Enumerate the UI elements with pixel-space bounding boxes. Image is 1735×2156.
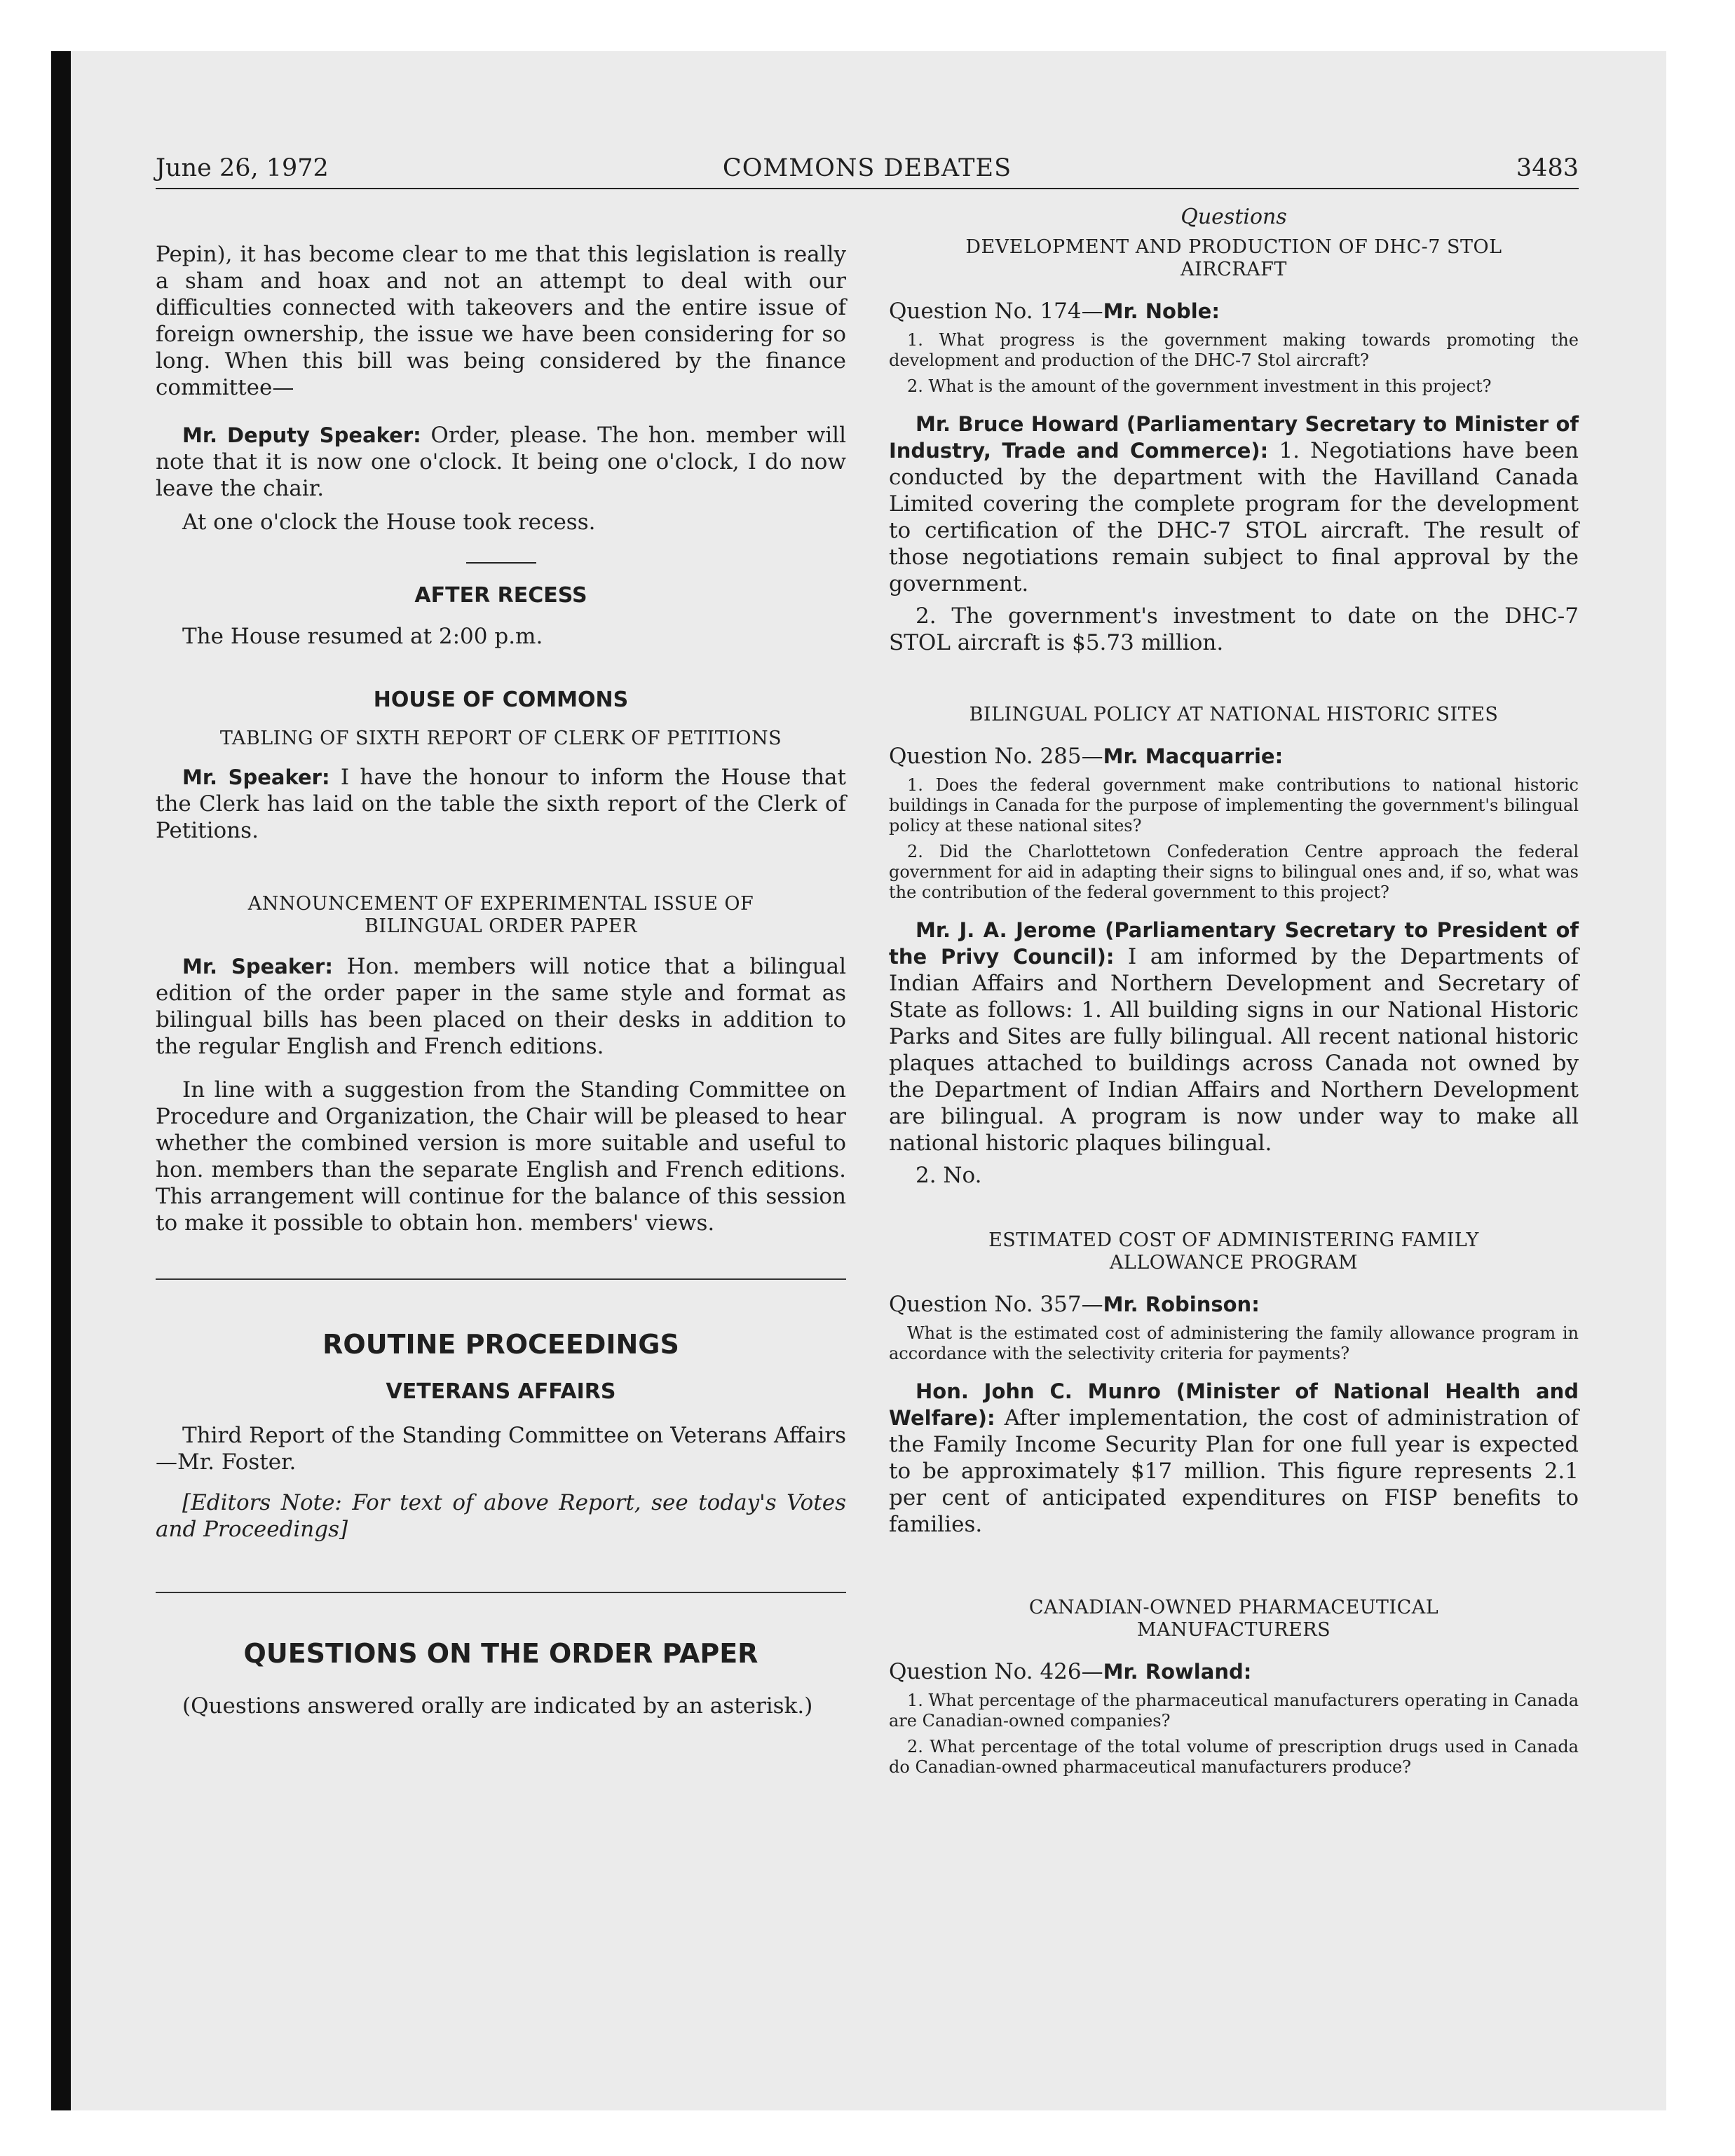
section-divider (156, 1592, 846, 1593)
section-heading: AFTER RECESS (414, 583, 587, 608)
paragraph (156, 422, 846, 502)
page-header (156, 149, 1579, 189)
speaker-name: Mr. Bruce Howard (Parliamentary Secretary to Minister of Industry, Trade and Commerce): (889, 412, 1579, 463)
answer-text: 1. Negotiations have been conducted by the department with the Havilland Canada Limited covering the complete program for the development to certification of the DHC-7 STOL aircraft. The result of those negotiations remain subject to final approval by the government. (889, 438, 1579, 596)
paragraph: At one o'clock the House took recess. (182, 510, 596, 535)
editors-note: [Editors Note: For text of above Report, see today's Votes and Proceedings] (156, 1490, 846, 1542)
answer (889, 917, 1579, 1157)
question-text: 1. What percentage of the pharmaceutical manufacturers operating in Canada are Canadian-owned companies? 2. What percentage of the total volume of prescription drugs used in Canada do Canadian-owned pharmaceutical manufacturers produce? (889, 1691, 1579, 1777)
question-label: Question No. 357—Mr. Robinson: (889, 1292, 1260, 1317)
section-heading: QUESTIONS ON THE ORDER PAPER (243, 1638, 758, 1669)
subsection-heading: VETERANS AFFAIRS (386, 1379, 616, 1404)
paragraph: (Questions answered orally are indicated by an asterisk.) (182, 1693, 813, 1719)
paragraph (156, 953, 846, 1060)
answer-text: I am informed by the Departments of Indian Affairs and Northern Development and Secretary of State as follows: 1. All building signs in our National Historic Parks and Sites are fully bilingual. All recent national historic plaques attached to buildings across Canada not owned by the Department of Indian Affairs and Northern Development are bilingual. A program is now under way to make all national historic plaques bilingual. (889, 944, 1579, 1156)
question-label: Question No. 285—Mr. Macquarrie: (889, 744, 1284, 769)
question-text: 1. What progress is the government making towards promoting the development and production of the DHC-7 Stol aircraft? 2. What is the amount of the government investment in this project? (889, 330, 1579, 396)
speaker-name: Mr. Deputy Speaker: (182, 423, 421, 447)
paragraph (156, 764, 846, 844)
left-column (156, 231, 846, 1719)
paragraph: Pepin), it has become clear to me that this legislation is really a sham and hoax and not an attempt to deal with our difficulties connected with takeovers and the entire issue of foreign ownership, the issue we have been considering for so long. When this bill was being considered by the finance committee— (156, 242, 846, 400)
section-heading: ROUTINE PROCEEDINGS (322, 1329, 679, 1360)
paragraph: In line with a suggestion from the Standing Committee on Procedure and Organization, the Chair will be pleased to hear whether the combined version is more suitable and useful to hon. members than the separate English and French editions. This arrangement will continue for the balance of this session to make it possible to obtain hon. members' views. (156, 1077, 846, 1236)
speech-text: Order, please. The hon. member will note that it is now one o'clock. It being one o'clock, I do now leave the chair. (156, 423, 846, 501)
paragraph: The House resumed at 2:00 p.m. (182, 624, 543, 649)
speaker-name: Mr. Speaker: (182, 955, 333, 978)
question-heading: CANADIAN-OWNED PHARMACEUTICAL MANUFACTURERS (1028, 1597, 1439, 1641)
scan-edge-shadow (51, 51, 71, 2110)
question-heading: ESTIMATED COST OF ADMINISTERING FAMILY ALLOWANCE PROGRAM (988, 1229, 1479, 1274)
speaker-name: Mr. J. A. Jerome (Parliamentary Secretary to President of the Privy Council): (889, 918, 1579, 969)
member-name: Mr. Noble: (1103, 299, 1220, 323)
member-name: Mr. Macquarrie: (1103, 744, 1284, 768)
header-page-number: 3483 (1516, 154, 1579, 182)
question-label: Question No. 174—Mr. Noble: (889, 299, 1220, 324)
section-heading: HOUSE OF COMMONS (373, 688, 629, 712)
answer (889, 1378, 1579, 1538)
header-date: June 26, 1972 (156, 154, 329, 182)
right-column (889, 205, 1579, 1778)
speech-text: Hon. members will notice that a bilingual edition of the order paper in the same style and format as bilingual bills has been placed on their desks in addition to the regular English and French editions. (156, 954, 846, 1059)
question-text: What is the estimated cost of administering the family allowance program in accordance with the selectivity criteria for payments? (889, 1323, 1579, 1363)
section-divider (466, 562, 536, 564)
subsection-heading: ANNOUNCEMENT OF EXPERIMENTAL ISSUE OF BILINGUAL ORDER PAPER (247, 893, 754, 937)
answer (889, 411, 1579, 597)
member-name: Mr. Robinson: (1103, 1292, 1260, 1316)
paragraph: Third Report of the Standing Committee on Veterans Affairs—Mr. Foster. (156, 1423, 846, 1475)
answer: 2. The government's investment to date on the DHC-7 STOL aircraft is $5.73 million. (889, 603, 1579, 655)
section-label: Questions (1181, 205, 1287, 229)
question-heading: BILINGUAL POLICY AT NATIONAL HISTORIC SITES (969, 704, 1499, 725)
question-label: Question No. 426—Mr. Rowland: (889, 1659, 1252, 1684)
answer: 2. No. (916, 1163, 982, 1188)
question-heading: DEVELOPMENT AND PRODUCTION OF DHC-7 STOL AIRCRAFT (965, 236, 1502, 280)
speaker-name: Hon. John C. Munro (Minister of National Health and Welfare): (889, 1379, 1579, 1430)
question-text: 1. Does the federal government make contributions to national historic buildings in Canada for the purpose of implementing the government's bilingual policy at these national sites? 2. Did the Charlottetown Confederation Centre approach the federal government for aid in adapting their signs to bilingual ones and, if so, what was the contribution of the federal government to this project? (889, 775, 1579, 902)
header-title: COMMONS DEBATES (722, 154, 1012, 182)
speaker-name: Mr. Speaker: (182, 765, 330, 789)
subsection-heading: TABLING OF SIXTH REPORT OF CLERK OF PETITIONS (219, 728, 782, 749)
section-divider (156, 1278, 846, 1280)
member-name: Mr. Rowland: (1103, 1660, 1252, 1684)
answer-text: After implementation, the cost of administration of the Family Income Security Plan for one full year is expected to be approximately $17 million. This figure represents 2.1 per cent of anticipated expenditures on FISP benefits to families. (889, 1405, 1579, 1537)
speech-text: I have the honour to inform the House that the Clerk has laid on the table the sixth report of the Clerk of Petitions. (156, 765, 846, 843)
